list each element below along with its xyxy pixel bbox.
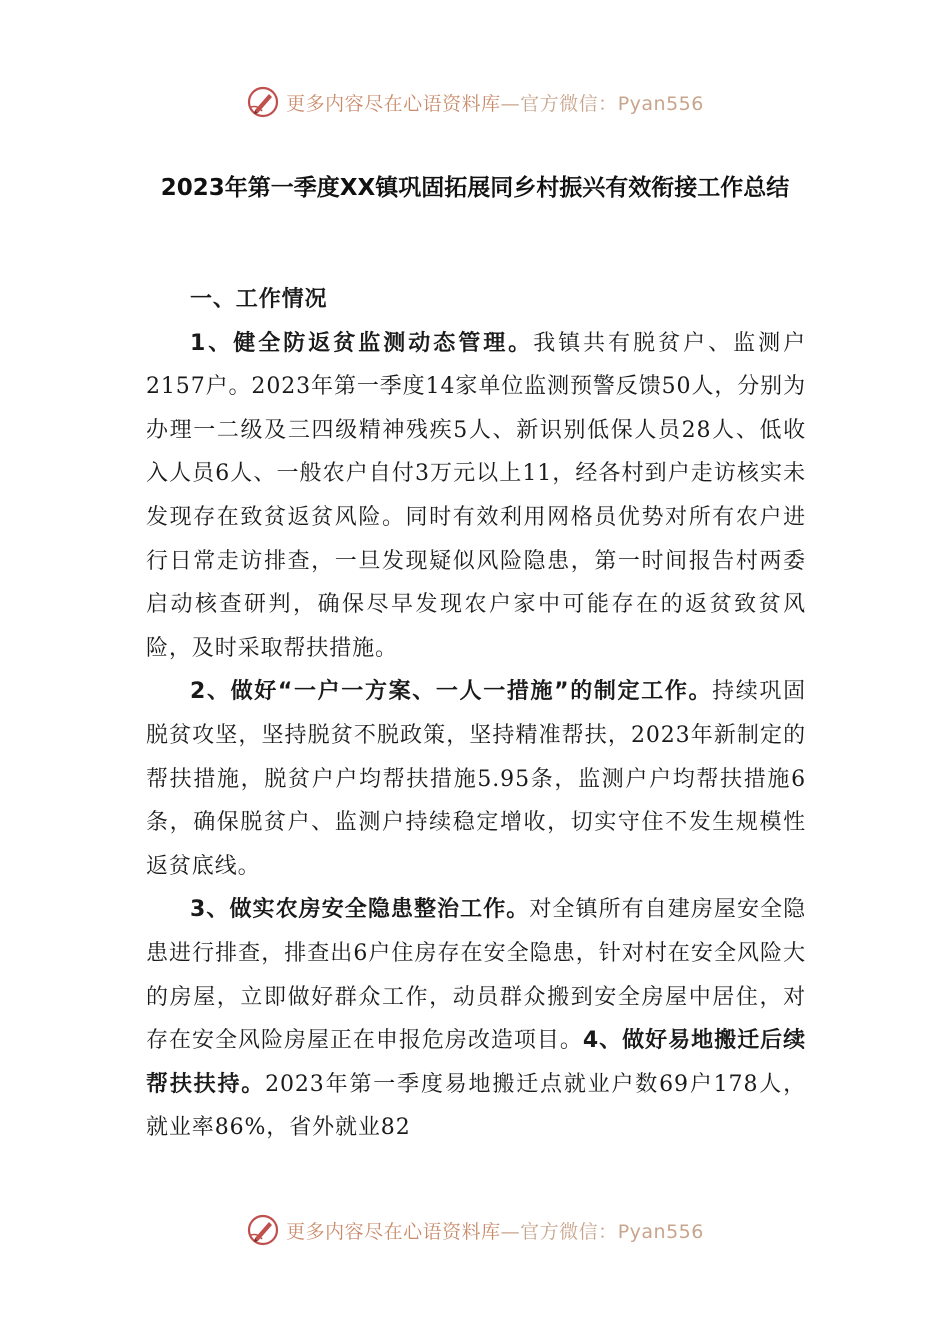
paragraph-1-lead: 1、健全防返贫监测动态管理。	[190, 330, 534, 356]
watermark-id: Pyan556	[617, 1220, 704, 1243]
pen-logo-icon	[246, 85, 280, 119]
document-title: 2023年第一季度XX镇巩固拓展同乡村振兴有效衔接工作总结	[160, 175, 790, 201]
paragraph-2-lead: 2、做好“一户一方案、一人一措施”的制定工作。	[190, 679, 713, 705]
watermark-brand: 更多内容尽在心语资料库	[286, 1220, 501, 1243]
paragraph-3-lead: 3、做实农房安全隐患整治工作。	[190, 897, 530, 923]
paragraph-2-body: 持续巩固脱贫攻坚，坚持脱贫不脱政策，坚持精准帮扶，2023年新制定的帮扶措施，脱贫户户均帮扶措施5.95条，监测户户均帮扶措施6条，确保脱贫户、监测户持续稳定增收，切实守住不发生规模性返贫底线。	[146, 679, 806, 879]
paragraph-4-lead: 4、做好易地搬迁后续帮扶扶持。	[146, 1028, 806, 1097]
paragraph-2	[146, 670, 806, 888]
watermark-dash: —	[500, 1220, 521, 1243]
pen-logo-icon	[246, 1213, 280, 1247]
watermark-brand: 更多内容尽在心语资料库	[286, 92, 501, 115]
paragraph-4-body: 2023年第一季度易地搬迁点就业户数69户178人，就业率86%，省外就业82	[146, 1071, 806, 1141]
watermark-footer	[0, 1208, 950, 1252]
paragraph-1	[146, 322, 806, 671]
watermark-header	[0, 80, 950, 124]
watermark-label: 官方微信：	[520, 1220, 618, 1243]
watermark-dash: —	[500, 92, 521, 115]
paragraph-1-body: 我镇共有脱贫户、监测户2157户。2023年第一季度14家单位监测预警反馈50人，分别为办理一二级及三四级精神残疾5人、新识别低保人员28人、低收入人员6人、一般农户自付3万元以上11，经各村到户走访核实未发现存在致贫返贫风险。同时有效利用网格员优势对所有农户进行日常走访排查，一旦发现疑似风险隐患，第一时间报告村两委启动核查研判，确保尽早发现农户家中可能存在的返贫致贫风险，及时采取帮扶措施。	[146, 330, 806, 661]
section-heading: 一、工作情况	[190, 287, 328, 312]
paragraph-3	[146, 888, 806, 1150]
watermark-label: 官方微信：	[520, 92, 618, 115]
document-body	[146, 278, 806, 1150]
paragraph-3-body: 对全镇所有自建房屋安全隐患进行排查，排查出6户住房存在安全隐患，针对村在安全风险大的房屋，立即做好群众工作，动员群众搬到安全房屋中居住，对存在安全风险房屋正在申报危房改造项目。	[146, 897, 806, 1054]
watermark-id: Pyan556	[617, 92, 704, 115]
